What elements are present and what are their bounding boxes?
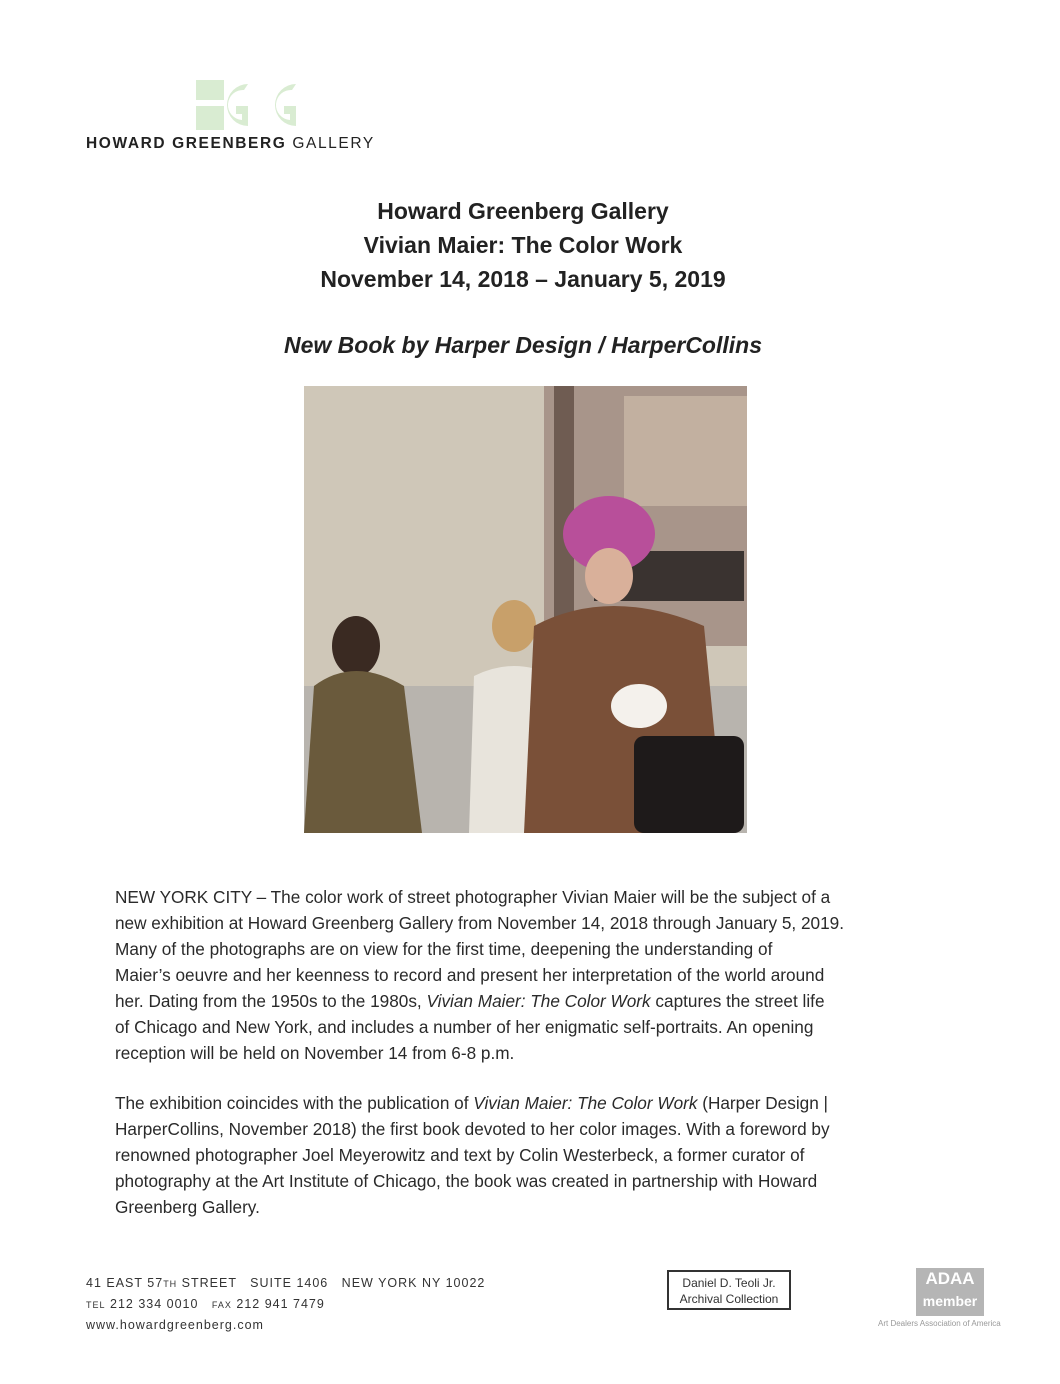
text-line: renowned photographer Joel Meyerowitz and text by Colin Westerbeck, a former curator of (115, 1145, 805, 1165)
footer-website: www.howardgreenberg.com (86, 1318, 264, 1332)
heading-dates: November 14, 2018 – January 5, 2019 (320, 266, 726, 292)
text-line: NEW YORK CITY – The color work of street photographer Vivian Maier will be the subject of a (115, 887, 831, 907)
footer-address: 41 EAST 57TH STREET SUITE 1406 NEW YORK NY 10022 (86, 1276, 486, 1290)
text-line: Many of the photographs are on view for the first time, deepening the understanding of (115, 939, 773, 959)
subtitle: New Book by Harper Design / HarperCollins (283, 332, 762, 358)
text-line: Maier’s oeuvre and her keenness to record and present her interpretation of the world around (115, 965, 825, 985)
text-line: reception will be held on November 14 from 6-8 p.m. (115, 1043, 515, 1063)
text-line: HarperCollins, November 2018) the first book devoted to her color images. With a foreword by (115, 1119, 830, 1139)
adaa-caption: Art Dealers Association of America (878, 1319, 1001, 1328)
paragraph-announcement (115, 884, 844, 1066)
paragraph-book (115, 1090, 830, 1220)
document-heading (0, 194, 1046, 296)
exhibition-photograph (304, 386, 747, 833)
heading-exhibition: Vivian Maier: The Color Work (363, 232, 683, 258)
text-line: photography at the Art Institute of Chicago, the book was created in partnership with Howard (115, 1171, 818, 1191)
footer-phone: TEL 212 334 0010 FAX 212 941 7479 (86, 1297, 325, 1311)
text-line: of Chicago and New York, and includes a number of her enigmatic self-portraits. An opening (115, 1017, 814, 1037)
text-line: Greenberg Gallery. (115, 1197, 260, 1217)
adaa-member-logo: ADAA member (916, 1268, 984, 1316)
text-line: her. Dating from the 1950s to the 1980s, Vivian Maier: The Color Work captures the street life (115, 991, 825, 1011)
book-title: Vivian Maier: The Color Work (426, 991, 651, 1011)
heading-gallery: Howard Greenberg Gallery (377, 198, 669, 224)
hgg-logo-mark (196, 80, 328, 130)
text-line: new exhibition at Howard Greenberg Gallery from November 14, 2018 through January 5, 2019. (115, 913, 844, 933)
text-line: The exhibition coincides with the publication of Vivian Maier: The Color Work (Harper Design | (115, 1093, 829, 1113)
archival-stamp: Daniel D. Teoli Jr. Archival Collection (667, 1270, 791, 1310)
book-title: Vivian Maier: The Color Work (473, 1093, 698, 1113)
gallery-name: HOWARD GREENBERG GALLERY (86, 135, 375, 152)
